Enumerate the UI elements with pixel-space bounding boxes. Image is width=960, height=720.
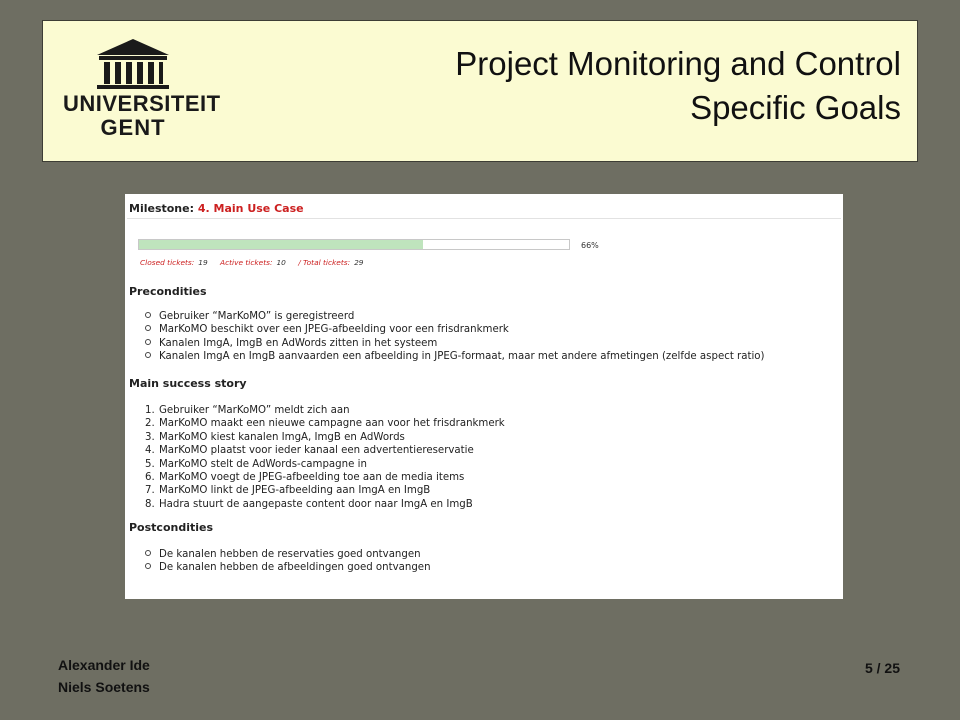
list-item: Gebruiker “MarKoMO” is geregistreerd — [145, 310, 765, 323]
list-item: Kanalen ImgA en ImgB aanvaarden een afbeelding in JPEG-formaat, maar met andere afmetingen (zelfde aspect ratio) — [145, 350, 765, 363]
list-item: 6. MarKoMO voegt de JPEG-afbeelding toe aan de media items — [145, 471, 465, 483]
list-item: 8. Hadra stuurt de aangepaste content door naar ImgA en ImgB — [145, 498, 473, 510]
divider — [127, 218, 841, 219]
university-logo — [63, 35, 221, 145]
building-icon — [63, 35, 203, 91]
list-item: 2. MarKoMO maakt een nieuwe campagne aan voor het frisdrankmerk — [145, 418, 505, 430]
postconditions-list — [145, 548, 431, 575]
footer-authors — [58, 654, 150, 698]
logo-text-line1: UNIVERSITEIT — [63, 91, 221, 116]
milestone-progress-bar — [138, 239, 570, 250]
page-number: 5 / 25 — [864, 660, 900, 676]
ticket-stats — [140, 258, 374, 267]
list-item: 5. MarKoMO stelt de AdWords-campagne in — [145, 458, 367, 470]
milestone-screenshot — [125, 194, 843, 599]
list-item: De kanalen hebben de reservaties goed ontvangen — [145, 548, 431, 561]
postconditions-title: Postcondities — [129, 521, 214, 534]
slide-header — [42, 20, 918, 162]
list-item: 1. Gebruiker “MarKoMO” meldt zich aan — [145, 405, 350, 416]
milestone-progress-fill — [139, 240, 423, 249]
author-name: Niels Soetens — [58, 679, 150, 695]
list-item: 3. MarKoMO kiest kanalen ImgA, ImgB en AdWords — [145, 431, 405, 443]
list-item: 7. MarKoMO linkt de JPEG-afbeelding aan ImgA en ImgB — [145, 485, 431, 497]
progress-percent: 66% — [581, 241, 599, 250]
list-item: De kanalen hebben de afbeeldingen goed ontvangen — [145, 561, 431, 574]
list-item: MarKoMO beschikt over een JPEG-afbeelding voor een frisdrankmerk — [145, 323, 765, 336]
preconditions-title: Precondities — [129, 285, 207, 298]
milestone-label: Milestone: — [129, 202, 195, 215]
author-name: Alexander Ide — [58, 657, 150, 673]
slide-title — [455, 42, 901, 130]
milestone-heading — [129, 202, 304, 215]
list-item: 4. MarKoMO plaatst voor ieder kanaal een advertentiereservatie — [145, 445, 474, 457]
main-story-title: Main success story — [129, 377, 247, 390]
list-item: Kanalen ImgA, ImgB en AdWords zitten in het systeem — [145, 337, 765, 350]
closed-tickets-link[interactable]: Closed tickets: 19 — [140, 258, 208, 267]
main-story-list — [145, 404, 505, 511]
active-tickets-link[interactable]: Active tickets: 10 — [220, 258, 286, 267]
logo-text-line2: GENT — [100, 115, 166, 140]
slide-title-line2: Specific Goals — [690, 89, 901, 126]
slide-title-line1: Project Monitoring and Control — [455, 45, 901, 82]
preconditions-list — [145, 310, 765, 364]
total-tickets-link[interactable]: / Total tickets: 29 — [298, 258, 364, 267]
milestone-name[interactable]: 4. Main Use Case — [197, 202, 304, 215]
